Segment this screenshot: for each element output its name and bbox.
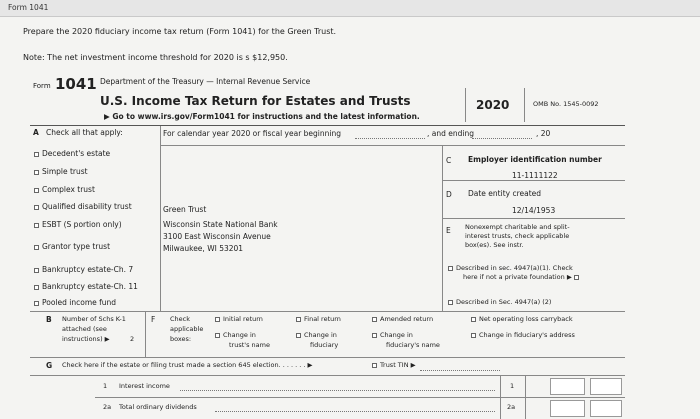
- change-fiduciary-option[interactable]: Change in: [296, 332, 337, 340]
- checkbox-icon[interactable]: [372, 363, 377, 368]
- trust-address[interactable]: 3100 East Wisconsin Avenue: [163, 232, 271, 241]
- section-b-text-2: attached (see: [62, 325, 107, 333]
- calendar-year-label: For calendar year 2020 or fiscal year beginning: [163, 129, 342, 138]
- line-1-box-label: 1: [510, 382, 515, 390]
- fiscal-end-input[interactable]: [472, 138, 532, 139]
- checkbox-icon[interactable]: [574, 275, 579, 280]
- box-e-letter: E: [446, 226, 451, 235]
- section-b-text-1: Number of Schs K-1: [62, 315, 126, 323]
- box-d-letter: D: [446, 190, 452, 199]
- line-1-input-a[interactable]: [550, 378, 585, 395]
- checkbox-icon[interactable]: [34, 245, 39, 250]
- change-trust-name-option[interactable]: Change in: [215, 332, 256, 340]
- section-645-option[interactable]: Trust TIN ▶: [372, 362, 416, 370]
- line-1-leader: [180, 390, 495, 391]
- option-bankruptcy-ch11[interactable]: Bankruptcy estate-Ch. 11: [34, 283, 138, 292]
- box-e-text-1: Nonexempt charitable and split-: [465, 223, 570, 231]
- form-number: 1041: [55, 75, 97, 93]
- line-2a-input-b[interactable]: [590, 400, 622, 417]
- checkbox-icon[interactable]: [34, 285, 39, 290]
- checkbox-icon[interactable]: [471, 333, 476, 338]
- window-title-bar: [0, 0, 700, 17]
- form-label: Form: [33, 82, 51, 90]
- checkbox-icon[interactable]: [372, 317, 377, 322]
- option-simple-trust[interactable]: Simple trust: [34, 168, 88, 177]
- year-suffix: , 20: [536, 129, 551, 138]
- checkbox-icon[interactable]: [296, 333, 301, 338]
- checkbox-icon[interactable]: [34, 301, 39, 306]
- line-1-number: 1: [103, 382, 108, 390]
- initial-return-option[interactable]: Initial return: [215, 316, 263, 324]
- checkbox-icon[interactable]: [215, 317, 220, 322]
- checkbox-icon[interactable]: [34, 205, 39, 210]
- section-f-label: F: [151, 315, 156, 324]
- checkbox-icon[interactable]: [34, 188, 39, 193]
- box-c-letter: C: [446, 156, 452, 165]
- option-grantor-type-trust[interactable]: Grantor type trust: [34, 243, 110, 252]
- trust-tin-input[interactable]: [420, 370, 500, 371]
- line-2a-input-a[interactable]: [550, 400, 585, 417]
- box-e-option-1b: here if not a private foundation ▶: [463, 274, 582, 282]
- date-created-label: Date entity created: [468, 189, 542, 198]
- window-title: Form 1041: [8, 3, 49, 12]
- section-b-label: B: [46, 315, 52, 324]
- tax-year: 2020: [476, 98, 510, 112]
- ein-value[interactable]: 11-1111122: [512, 171, 558, 180]
- omb-number: OMB No. 1545-0092: [533, 100, 599, 108]
- instruction-prompt: Prepare the 2020 fiduciary income tax return (Form 1041) for the Green Trust.: [23, 27, 337, 36]
- section-a-label: A: [33, 128, 39, 137]
- checkbox-icon[interactable]: [471, 317, 476, 322]
- section-b-text-3: instructions) ▶: [62, 335, 110, 343]
- section-a-heading: Check all that apply:: [46, 128, 123, 137]
- checkbox-icon[interactable]: [34, 152, 39, 157]
- final-return-option[interactable]: Final return: [296, 316, 341, 324]
- checkbox-icon[interactable]: [34, 268, 39, 273]
- trust-city[interactable]: Milwaukee, WI 53201: [163, 244, 244, 253]
- line-2a-box-label: 2a: [507, 403, 516, 411]
- trust-name[interactable]: Green Trust: [163, 205, 207, 214]
- option-esbt[interactable]: ESBT (S portion only): [34, 221, 122, 230]
- section-f-check: Check: [170, 315, 190, 323]
- department-label: Department of the Treasury — Internal Revenue Service: [100, 77, 311, 86]
- box-e-option-2[interactable]: Described in Sec. 4947(a) (2): [448, 299, 551, 307]
- option-bankruptcy-ch7[interactable]: Bankruptcy estate-Ch. 7: [34, 266, 133, 275]
- fiduciarys-name-label: fiduciary's name: [386, 341, 440, 349]
- option-pooled-income-fund[interactable]: Pooled income fund: [34, 299, 116, 308]
- line-2a-number: 2a: [103, 403, 112, 411]
- option-decedents-estate[interactable]: Decedent's estate: [34, 150, 110, 159]
- date-created-value[interactable]: 12/14/1953: [512, 206, 556, 215]
- section-645-election-text: Check here if the estate or filing trust made a section 645 election. . . . . . . ▶: [62, 361, 313, 369]
- net-operating-loss-option[interactable]: Net operating loss carryback: [471, 316, 573, 324]
- amended-return-option[interactable]: Amended return: [372, 316, 433, 324]
- k1-count-value[interactable]: 2: [130, 335, 135, 343]
- form-title: U.S. Income Tax Return for Estates and Trusts: [100, 94, 411, 108]
- section-g-label: G: [46, 361, 53, 370]
- trusts-name-label: trust's name: [229, 341, 270, 349]
- instruction-note: Note: The net investment income threshold for 2020 is s $12,950.: [23, 53, 288, 62]
- checkbox-icon[interactable]: [448, 300, 453, 305]
- box-e-option-1[interactable]: Described in sec. 4947(a)(1). Check: [448, 265, 573, 273]
- option-qualified-disability-trust[interactable]: Qualified disability trust: [34, 203, 132, 212]
- line-2a-label: Total ordinary dividends: [119, 403, 197, 411]
- trustee-name[interactable]: Wisconsin State National Bank: [163, 220, 278, 229]
- change-fiduciary-name-option[interactable]: Change in: [372, 332, 413, 340]
- section-f-boxes: boxes:: [170, 335, 192, 343]
- checkbox-icon[interactable]: [372, 333, 377, 338]
- checkbox-icon[interactable]: [34, 170, 39, 175]
- line-1-label: Interest income: [119, 382, 170, 390]
- change-fiduciary-address-option[interactable]: Change in fiduciary's address: [471, 332, 575, 340]
- goto-instructions[interactable]: ▶ Go to www.irs.gov/Form1041 for instructions and the latest information.: [104, 112, 420, 121]
- checkbox-icon[interactable]: [448, 266, 453, 271]
- fiscal-begin-input[interactable]: [355, 138, 425, 139]
- fiduciary-label: fiduciary: [310, 341, 339, 349]
- line-2a-leader: [215, 411, 495, 412]
- and-ending-label: , and ending: [427, 129, 474, 138]
- ein-label: Employer identification number: [468, 155, 602, 164]
- line-1-input-b[interactable]: [590, 378, 622, 395]
- option-complex-trust[interactable]: Complex trust: [34, 186, 95, 195]
- checkbox-icon[interactable]: [296, 317, 301, 322]
- checkbox-icon[interactable]: [34, 223, 39, 228]
- box-e-text-2: interest trusts, check applicable: [465, 232, 570, 240]
- section-f-applicable: applicable: [170, 325, 204, 333]
- checkbox-icon[interactable]: [215, 333, 220, 338]
- box-e-text-3: box(es). See instr.: [465, 241, 524, 249]
